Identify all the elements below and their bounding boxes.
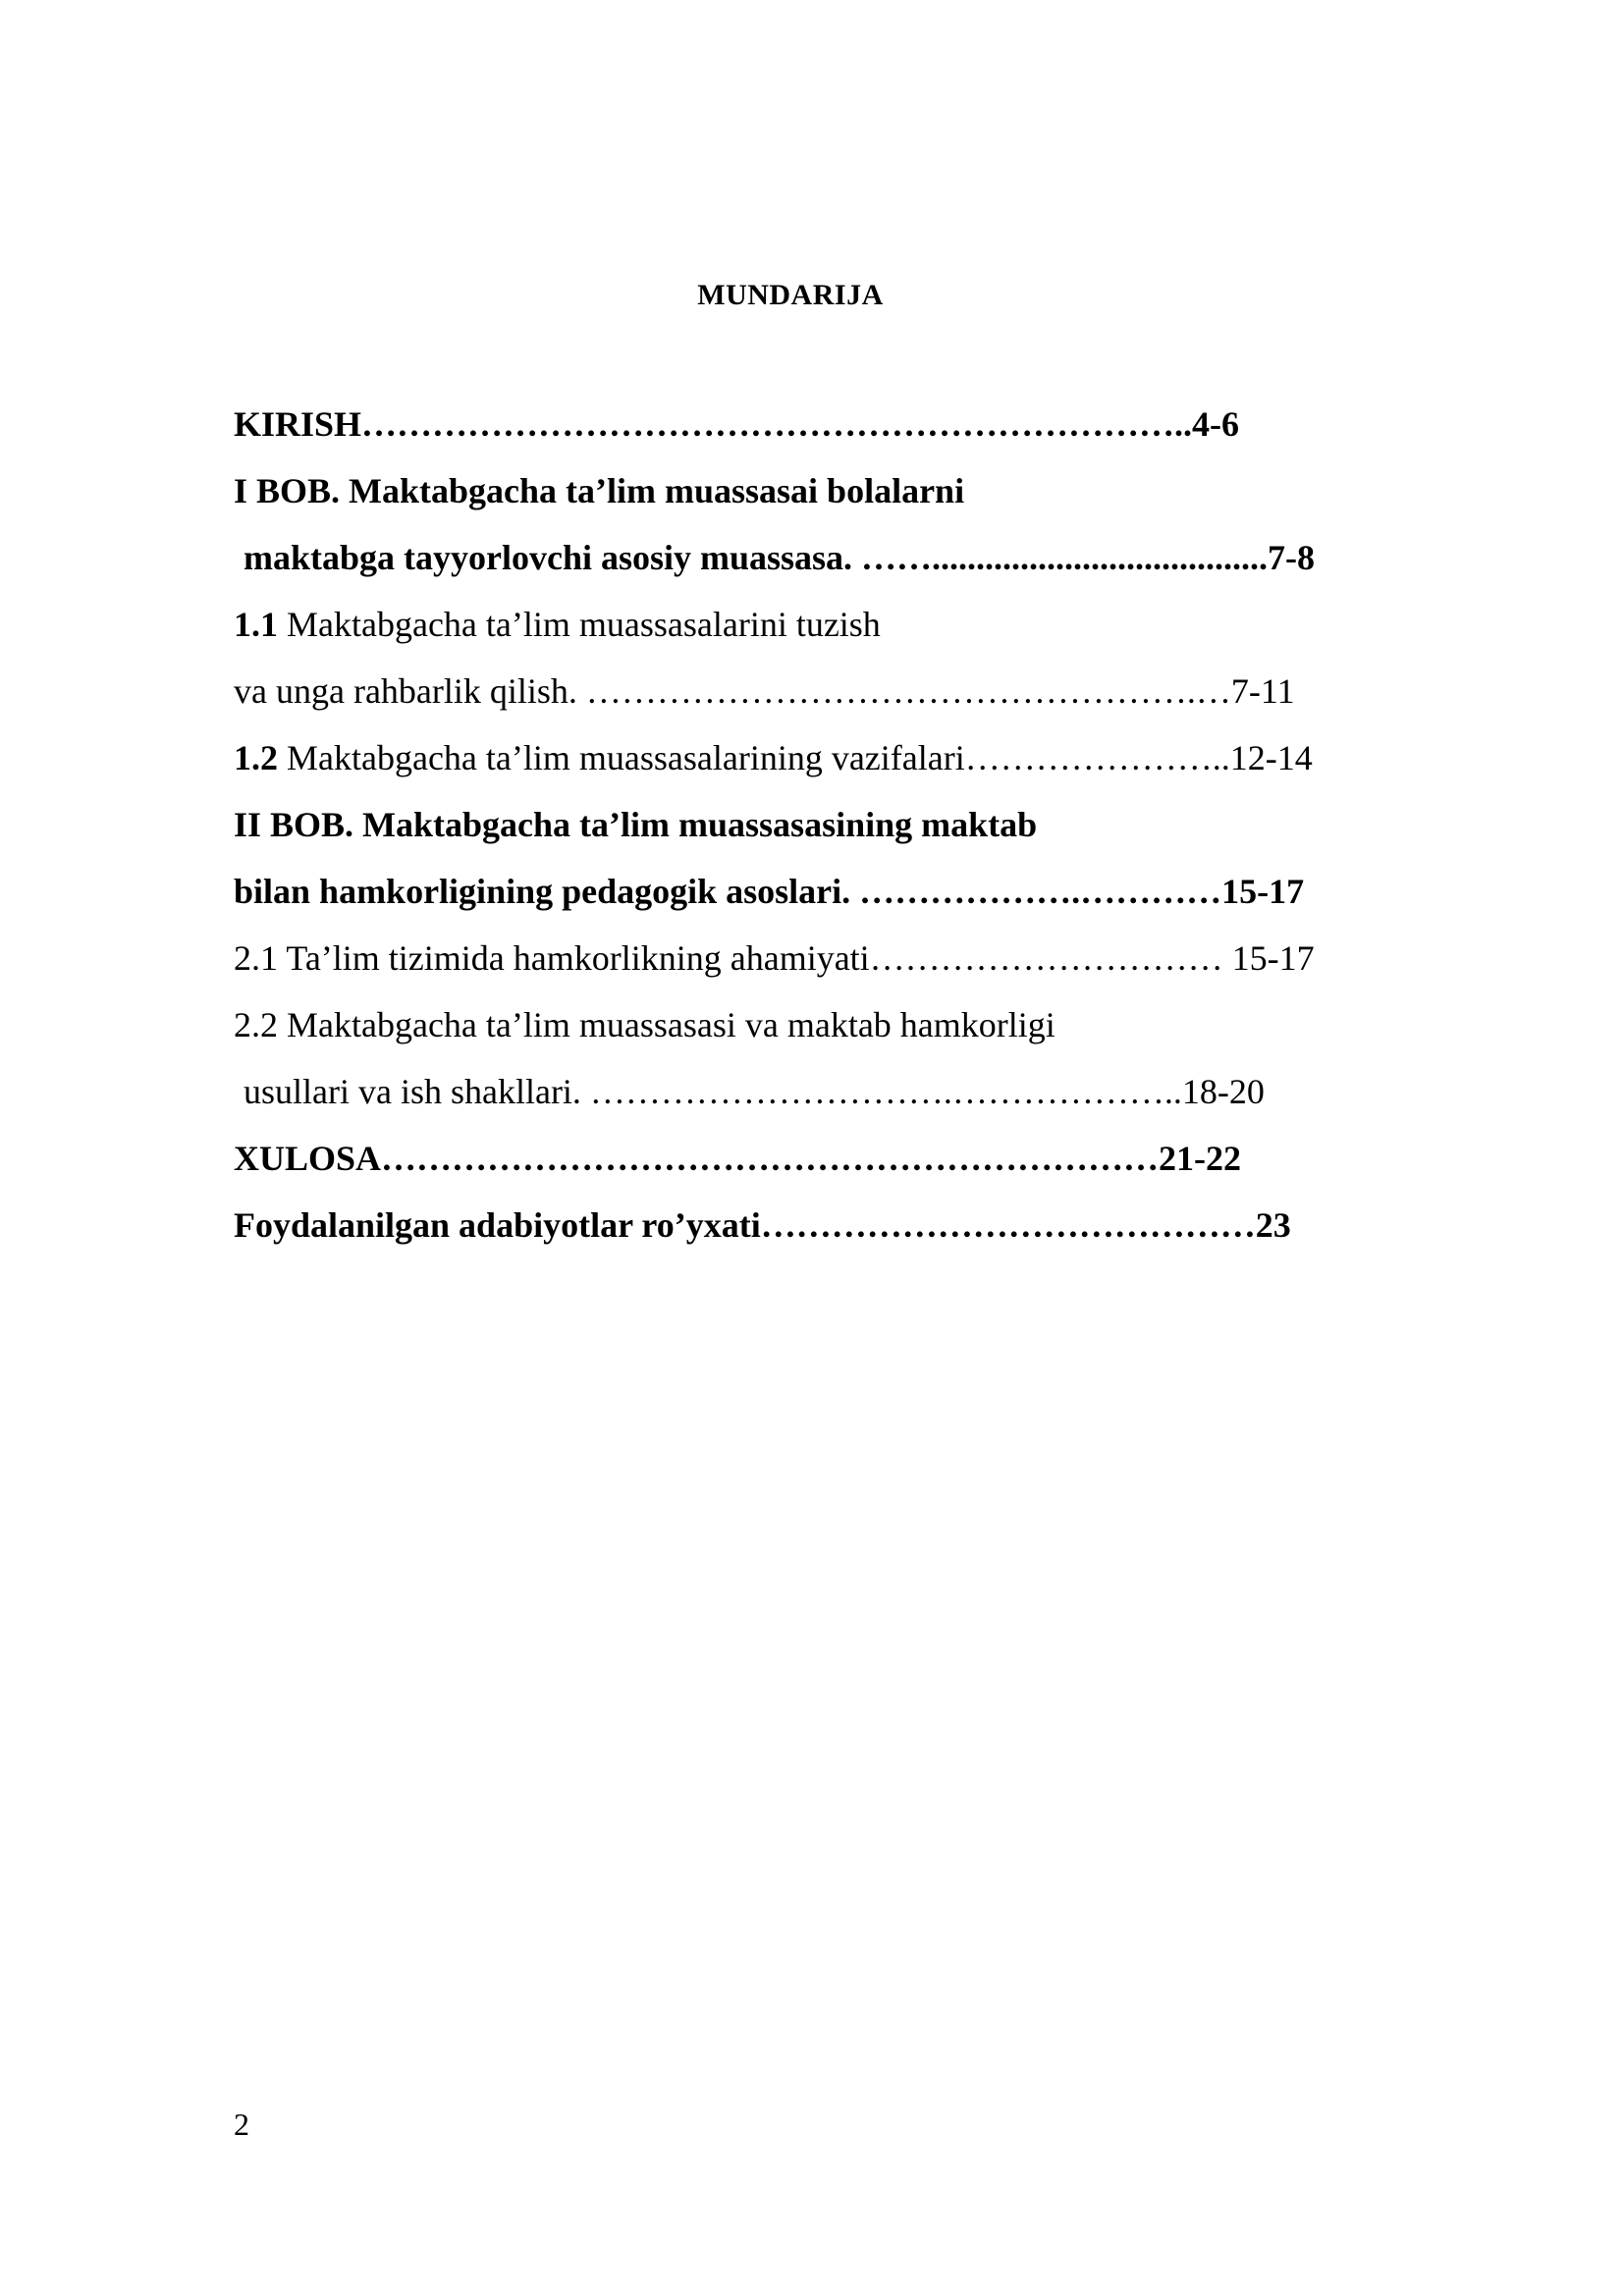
toc-entry-xulosa: XULOSA…………………………………………………………21-22 — [234, 1139, 1242, 1178]
toc-section-text: Maktabgacha ta’lim muassasalarining vazifalari…………………..12-14 — [278, 738, 1313, 777]
toc-entry-section-1-1 — [234, 591, 1432, 658]
toc-entry-chapter-1-title: I BOB. Maktabgacha ta’lim muassasai bolalarni — [234, 471, 965, 510]
toc-section-text: Maktabgacha ta’lim muassasalarini tuzish — [278, 605, 881, 644]
page-title: MUNDARIJA — [697, 279, 884, 311]
toc-section-number: 1.2 — [234, 738, 278, 777]
toc-entry-chapter-2-title: II BOB. Maktabgacha ta’lim muassasasining maktab — [234, 805, 1038, 844]
toc-entry-kirish: KIRISH……………………………………………………………..4-6 — [234, 404, 1240, 444]
toc-section-number: 1.1 — [234, 605, 278, 644]
toc-entry-section-2-1: 2.1 Ta’lim tizimida hamkorlikning ahamiyati………………………… 15-17 — [234, 938, 1315, 978]
toc-entry-chapter-1-title-cont: maktabga tayyorlovchi asosiy muassasa. ……......................................7-8 — [244, 538, 1316, 577]
toc-entry-section-1-1-cont: va unga rahbarlik qilish. …………………………………………….…7-11 — [234, 671, 1295, 711]
toc-entry-section-2-2: 2.2 Maktabgacha ta’lim muassasasi va maktab hamkorligi — [234, 1005, 1056, 1044]
toc-entry-bibliography: Foydalanilgan adabiyotlar ro’yxati……………………………………23 — [234, 1205, 1291, 1245]
toc-entry-section-1-2 — [234, 724, 1432, 791]
toc-entry-chapter-2-title-cont: bilan hamkorligining pedagogik asoslari. ……………….…………15-17 — [234, 872, 1305, 911]
toc-entry-section-2-2-cont: usullari va ish shakllari. ………………………….………………..18-20 — [244, 1072, 1265, 1111]
page-number: 2 — [234, 2107, 249, 2142]
table-of-contents — [234, 391, 1432, 1258]
